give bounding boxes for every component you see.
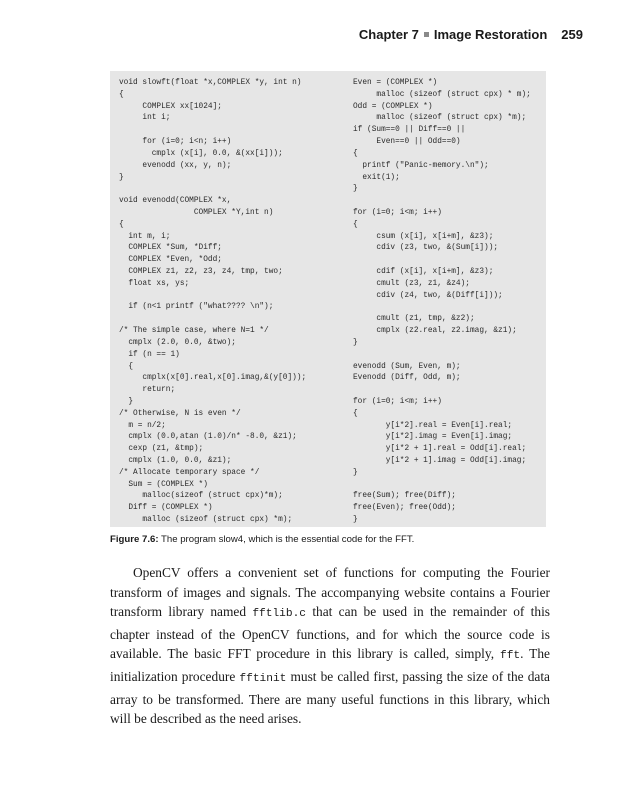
- chapter-label: Chapter 7: [358, 27, 419, 42]
- figure-caption: [110, 534, 414, 545]
- code-listing: [110, 71, 546, 527]
- body-paragraph: [110, 563, 550, 729]
- inline-code-fftlib: fftlib.c: [252, 608, 307, 621]
- page-number: 259: [561, 27, 583, 42]
- inline-code-fft: fft: [499, 650, 521, 663]
- paragraph-text: that can be used in the remainder of this chapter instead of the OpenCV functions, and for which the source code is available. The basic FFT procedure in this library is called, simply,: [110, 604, 550, 662]
- figure-caption-text: The program slow4, which is the essential code for the FFT.: [158, 534, 415, 545]
- paragraph-text: . The initialization procedure: [110, 646, 550, 684]
- section-title: Image Restoration: [433, 27, 548, 42]
- header-separator: [424, 32, 429, 37]
- figure-label: Figure 7.6:: [110, 534, 159, 545]
- paragraph-text: OpenCV offers a convenient set of functions for computing the Fourier transform of images and signals. The accompanying website contains a Fourier transform library named: [110, 565, 550, 620]
- code-column-left: void slowft(float *x,COMPLEX *y, int n) { COMPLEX xx[1024]; int i; for (i=0; i<n; i++) cmplx (x[i], 0.0, &(xx[i])); evenodd (xx, y, n); } void evenodd(COMPLEX *x, COMPLEX *Y,int n) { int m, i; COMPLEX *Sum, *Diff; COMPLEX *Even, *Odd; COMPLEX z1, z2, z3, z4, tmp, two; float xs, ys; if (n<1 printf ("what???? \n"); /* The simple case, where N=1 */ cmplx (2.0, 0.0, &two); if (n == 1) { cmplx(x[0].real,x[0].imag,&(y[0])); return; } /* Otherwise, N is even */ m = n/2; cmplx (0.0,atan (1.0)/n* -8.0, &z1); cexp (z1, &tmp); cmplx (1.0, 0.0, &z1); /* Allocate temporary space */ Sum = (COMPLEX *) malloc(sizeof (struct cpx)*m); Diff = (COMPLEX *) malloc (sizeof (struct cpx) *m);: [119, 79, 307, 525]
- inline-code-fftinit: fftinit: [239, 672, 287, 685]
- paragraph-text: must be called first, passing the size of the data array to be transformed. There are many useful functions in this library, which will be described as the need arises.: [110, 668, 550, 727]
- code-column-right: Even = (COMPLEX *) malloc (sizeof (struct cpx) * m); Odd = (COMPLEX *) malloc (sizeof (struct cpx) *m); if (Sum==0 || Diff==0 || Even==0 || Odd==0) { printf ("Panic-memory.\n"); exit(1); } for (i=0; i<m; i++) { csum (x[i], x[i+m], &z3); cdiv (z3, two, &(Sum[i])); cdif (x[i], x[i+m], &z3); cmult (z3, z1, &z4); cdiv (z4, two, &(Diff[i])); cmult (z1, tmp, &z2); cmplx (z2.real, z2.imag, &z1); } evenodd (Sum, Even, m); Evenodd (Diff, Odd, m); for (i=0; i<m; i++) { y[i*2].real = Even[i].real; y[i*2].imag = Even[i].imag; y[i*2 + 1].real = Odd[i].real; y[i*2 + 1].imag = Odd[i].imag; } free(Sum); free(Diff); free(Even); free(Odd); }: [353, 79, 531, 525]
- running-header: [359, 27, 583, 42]
